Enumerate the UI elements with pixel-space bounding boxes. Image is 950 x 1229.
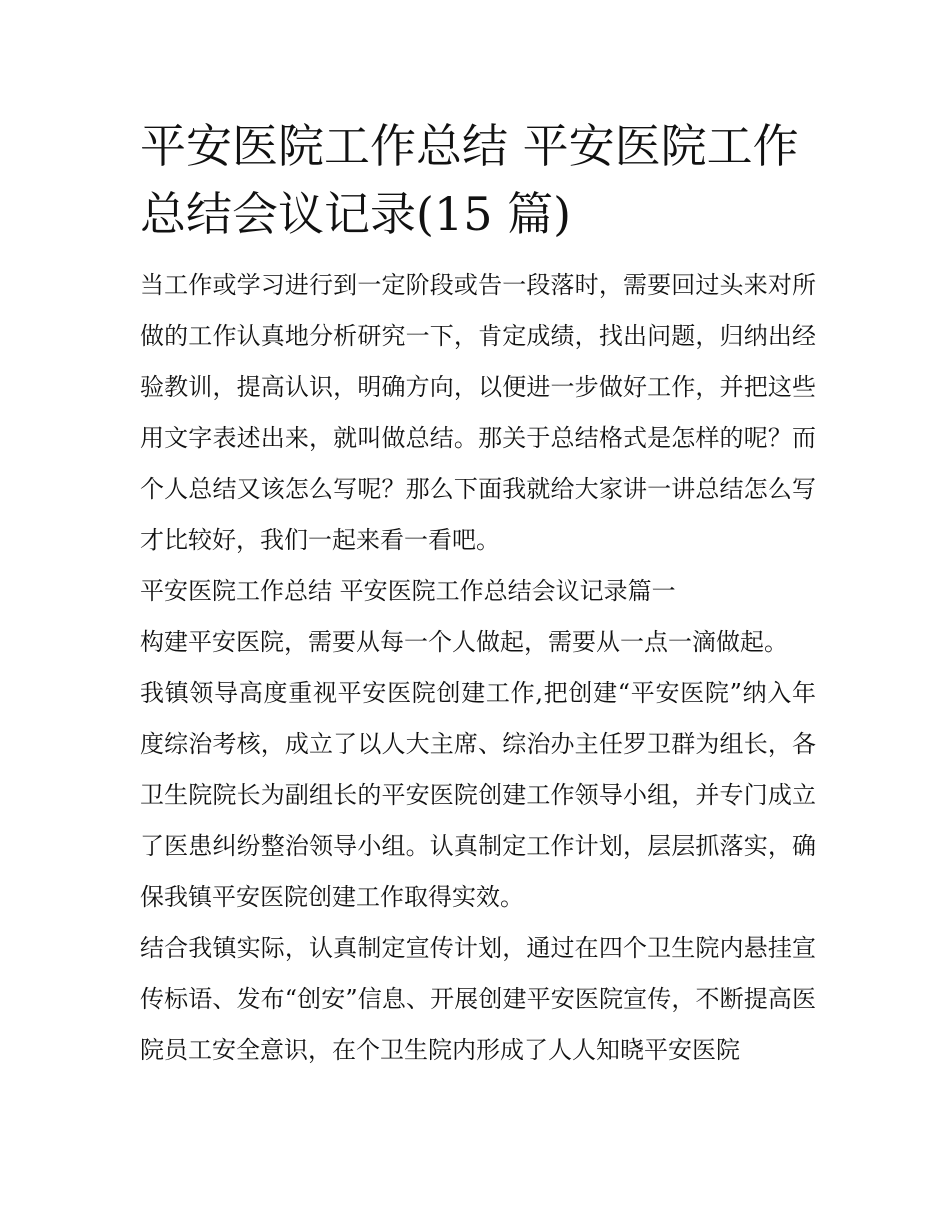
- document-content: [140, 112, 816, 1076]
- document-title: 平安医院工作总结 平安医院工作总结会议记录(15 篇): [140, 119, 799, 241]
- body-paragraph: 我镇领导高度重视平安医院创建工作,把创建“平安医院”纳入年度综治考核，成立了以人大主席、综治办主任罗卫群为组长，各卫生院院长为副组长的平安医院创建工作领导小组，并专门成立了医患纠纷整治领导小组。认真制定工作计划，层层抓落实，确保我镇平安医院创建工作取得实效。: [140, 679, 816, 911]
- intro-paragraph: 当工作或学习进行到一定阶段或告一段落时，需要回过头来对所做的工作认真地分析研究一下，肯定成绩，找出问题，归纳出经验教训，提高认识，明确方向，以便进一步做好工作，并把这些用文字表述出来，就叫做总结。那关于总结格式是怎样的呢？而个人总结又该怎么写呢？那么下面我就给大家讲一讲总结怎么写才比较好，我们一起来看一看吧。: [140, 271, 816, 554]
- body-paragraph: 构建平安医院，需要从每一个人做起，需要从一点一滴做起。: [140, 628, 788, 656]
- document-body: [140, 260, 816, 1076]
- body-paragraph: 结合我镇实际，认真制定宣传计划，通过在四个卫生院内悬挂宣传标语、发布“创安”信息、开展创建平安医院宣传，不断提高医院员工安全意识，在个卫生院内形成了人人知晓平安医院: [140, 934, 816, 1064]
- section-heading: 平安医院工作总结 平安医院工作总结会议记录篇一: [140, 577, 676, 605]
